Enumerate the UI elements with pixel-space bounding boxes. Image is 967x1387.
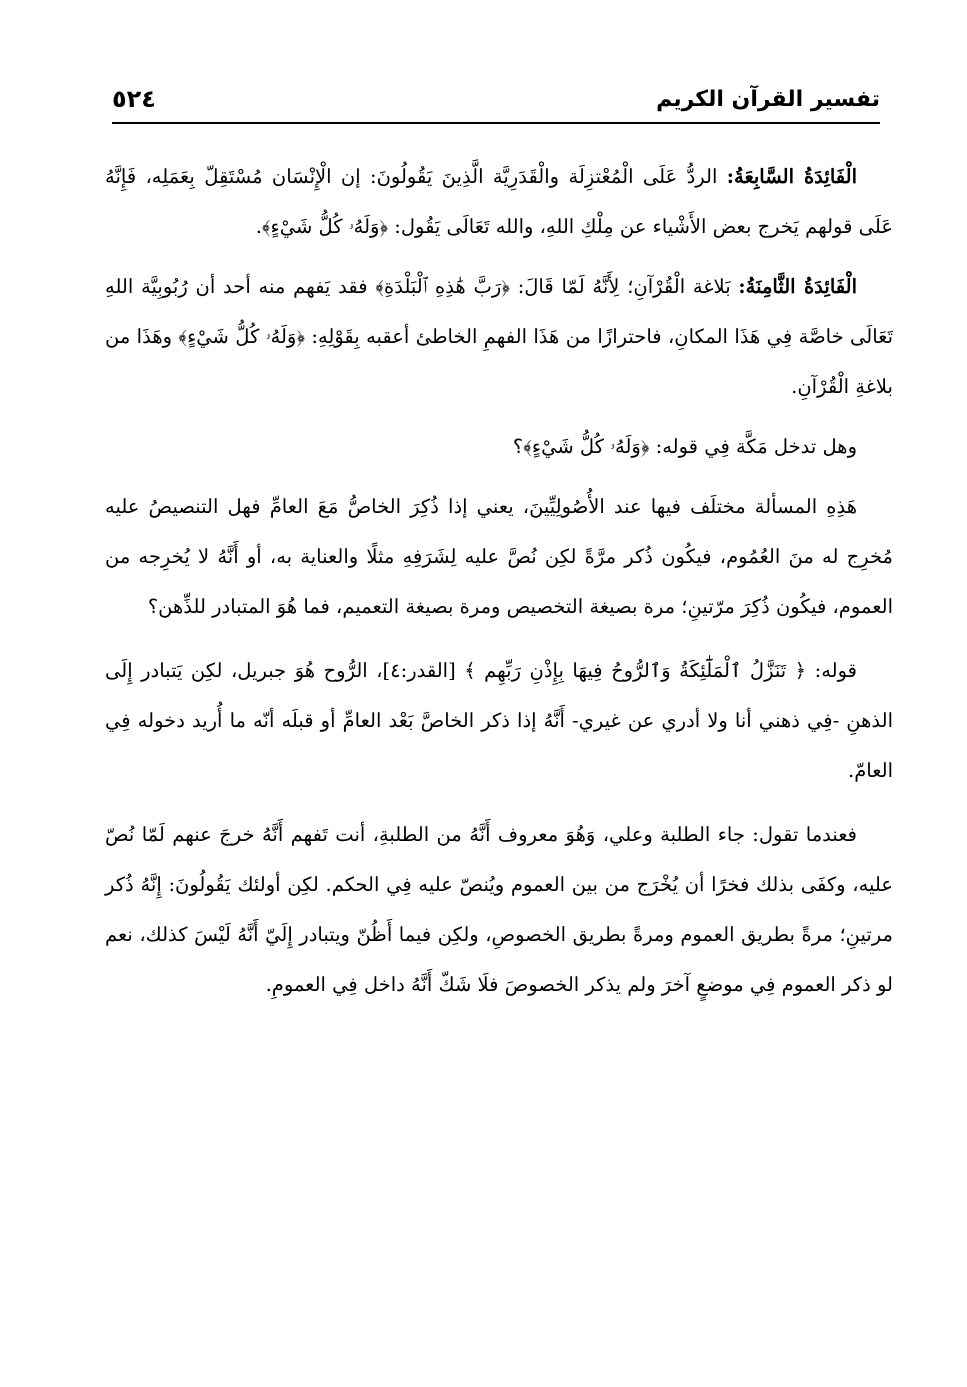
paragraph-eighth-benefit bbox=[105, 262, 893, 412]
paragraph-question bbox=[105, 422, 893, 472]
paragraph-text: بَلاغة الْقُرْآنِ؛ لِأَنَّهُ لَمّا قَالَ: ﴿رَبَّ هَٰذِهِ ٱلْبَلْدَةِ﴾ فقد يَفهم منه أحد أن رُبُوبِيَّة اللهِ تَعَالَى خاصَّة فِي هَذَا المكانِ، فاحترازًا من هَذَا الفهمِ الخاطئ أعقبه بِقَوْلِهِ: ﴿وَلَهُۥ كُلُّ شَيْءٍ﴾ وهَذَا من بلاغةِ الْقُرْآنِ. bbox=[105, 275, 893, 398]
paragraph-seventh-benefit bbox=[105, 152, 893, 252]
paragraph-text: قوله: ﴿ تَنَزَّلُ ٱلْمَلَٰٓئِكَةُ وَٱلرُّوحُ فِيهَا بِإِذْنِ رَبِّهِم ﴾ [القدر:٤]، الرُّوح هُوَ جبريل، لكِن يَتبادر إِلَى الذهنِ -فِي ذهني أنا ولا أدري عن غيري- أَنَّهُ إذا ذكر الخاصَّ بَعْد العامِّ أو قبلَه أنّه ما أُريد دخوله فِي العامّ. bbox=[105, 659, 893, 782]
paragraph-text: الردُّ عَلَى الْمُعْتزِلَة والْقَدَرِيَّة الَّذِينَ يَقُولُونَ: إن الْإِنْسَان مُسْتَقِلّ بِعَمَلِه، فَإِنَّهُ عَلَى قولهم يَخرج بعض الأَشْياء عن مِلْكِ اللهِ، والله تَعَالَى يَقُول: ﴿وَلَهُۥ كُلُّ شَيْءٍ﴾. bbox=[105, 165, 893, 238]
paragraph-lead: الْفَائِدَةُ السَّابِعَةُ: bbox=[726, 165, 857, 188]
paragraph-spacer bbox=[105, 252, 893, 262]
paragraph-spacer bbox=[105, 412, 893, 422]
paragraph-spacer bbox=[105, 472, 893, 482]
paragraph-example bbox=[105, 810, 893, 1010]
header-divider bbox=[112, 122, 880, 124]
page-number: ٥٢٤ bbox=[112, 85, 156, 113]
paragraph-text: هَذِهِ المسألة مختلَف فيها عند الأُصُولِيِّينَ، يعني إذا ذُكِرَ الخاصُّ مَعَ العامِّ فهل التنصيصُ عليه مُخرِج له منَ العُمُوم، فيكُون ذُكر مرَّةً لكِن نُصَّ عليه لِشَرَفِهِ مثلًا والعناية به، أو أَنَّهُ لا يُخرِجه من العموم، فيكُون ذُكِرَ مرّتينِ؛ مرة بصيغة التخصيص ومرة بصيغة التعميم، فما هُوَ المتبادر للذِّهن؟ bbox=[105, 495, 893, 618]
paragraph-qadr-verse bbox=[105, 646, 893, 796]
paragraph-spacer bbox=[105, 796, 893, 810]
running-header bbox=[112, 82, 880, 122]
book-title: تفسير القرآن الكريم bbox=[656, 87, 880, 112]
paragraph-text: فعندما تقول: جاء الطلبة وعلي، وَهُوَ معروف أَنَّهُ من الطلبةِ، أنت تَفهم أَنَّهُ خرجَ عنهم لَمّا نُصّ عليه، وكفَى بذلك فخرًا أن يُخْرَج من بين العموم ويُنصّ عليه فِي الحكم. لكِن أولئك يَقُولُونَ: إِنَّهُ ذُكر مرتينِ؛ مرةً بطريق العموم ومرةً بطريق الخصوصِ، ولكِن فيما أَظُنّ ويتبادر إِلَيّ أَنَّهُ لَيْسَ كذلك، نعم لو ذكر العموم فِي موضعٍ آخرَ ولم يذكر الخصوصَ فلَا شَكّ أَنَّهُ داخل فِي العمومِ. bbox=[105, 823, 893, 996]
paragraph-spacer bbox=[105, 632, 893, 646]
page-body bbox=[105, 152, 893, 1010]
paragraph-usul-discussion bbox=[105, 482, 893, 632]
paragraph-text: وهل تدخل مَكَّة فِي قوله: ﴿وَلَهُۥ كُلُّ شَيْءٍ﴾؟ bbox=[512, 435, 857, 458]
paragraph-lead: الْفَائِدَةُ الثَّامِنَةُ: bbox=[738, 275, 858, 298]
